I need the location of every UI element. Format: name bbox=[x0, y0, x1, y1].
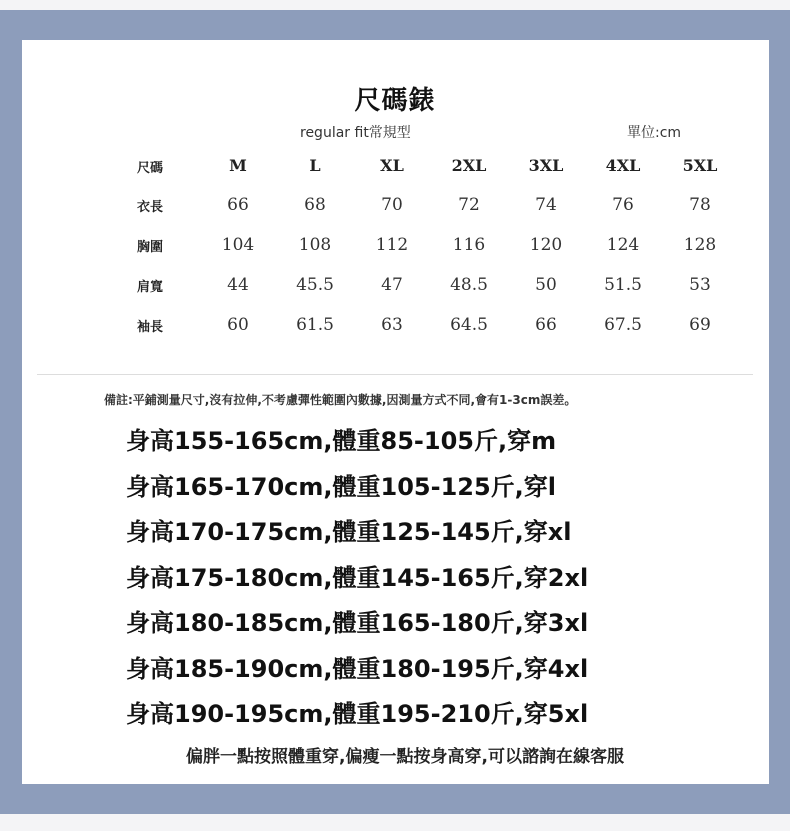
table-cell: 124 bbox=[606, 235, 640, 255]
table-header-label: 尺碼 bbox=[137, 161, 164, 176]
table-cell: 66 bbox=[227, 195, 249, 215]
table-cell: 76 bbox=[612, 195, 634, 215]
recommendation-line: 身高175-180cm,體重145-165斤,穿2xl bbox=[126, 563, 589, 592]
row-label: 胸圍 bbox=[137, 240, 164, 255]
table-cell: 61.5 bbox=[296, 315, 334, 335]
measurement-note: 備註:平鋪測量尺寸,沒有拉伸,不考慮彈性範圍內數據,因測量方式不同,會有1-3cm誤差。 bbox=[104, 393, 577, 407]
recommendation-line: 身高155-165cm,體重85-105斤,穿m bbox=[126, 427, 557, 455]
table-cell: 68 bbox=[304, 195, 326, 215]
table-cell: 112 bbox=[375, 235, 409, 255]
table-cell: 66 bbox=[535, 315, 557, 335]
table-cell: 128 bbox=[683, 235, 717, 255]
size-header-cell: 5XL bbox=[682, 156, 718, 175]
recommendation-line: 身高165-170cm,體重105-125斤,穿l bbox=[126, 472, 557, 501]
table-cell: 78 bbox=[689, 195, 711, 215]
table-cell: 48.5 bbox=[450, 275, 488, 295]
table-cell: 51.5 bbox=[604, 275, 642, 295]
table-cell: 67.5 bbox=[604, 315, 642, 335]
table-cell: 70 bbox=[381, 195, 403, 215]
fit-type: regular fit常規型 bbox=[300, 125, 411, 141]
table-cell: 53 bbox=[689, 275, 711, 295]
size-header-cell: L bbox=[309, 156, 321, 175]
table-cell: 60 bbox=[227, 315, 249, 335]
table-cell: 72 bbox=[458, 195, 480, 215]
table-cell: 120 bbox=[529, 235, 563, 255]
size-header-cell: M bbox=[229, 156, 247, 175]
table-cell: 116 bbox=[452, 235, 486, 255]
table-cell: 47 bbox=[381, 275, 403, 295]
divider bbox=[37, 374, 753, 375]
size-header-cell: XL bbox=[380, 156, 404, 175]
recommendation-line: 身高180-185cm,體重165-180斤,穿3xl bbox=[126, 609, 589, 637]
recommendation-line: 身高185-190cm,體重180-195斤,穿4xl bbox=[126, 654, 589, 683]
recommendation-line: 身高190-195cm,體重195-210斤,穿5xl bbox=[126, 700, 589, 728]
table-cell: 74 bbox=[535, 195, 557, 215]
table-cell: 108 bbox=[298, 235, 332, 255]
table-cell: 44 bbox=[227, 275, 249, 295]
table-cell: 63 bbox=[381, 315, 403, 335]
recommendation-line: 身高170-175cm,體重125-145斤,穿xl bbox=[126, 518, 572, 546]
row-label: 肩寬 bbox=[137, 280, 164, 295]
table-cell: 104 bbox=[221, 235, 255, 255]
size-header-cell: 2XL bbox=[451, 156, 487, 175]
footer-advice: 偏胖一點按照體重穿,偏瘦一點按身高穿,可以諮詢在線客服 bbox=[186, 747, 624, 767]
size-header-cell: 3XL bbox=[528, 156, 564, 175]
table-cell: 50 bbox=[535, 275, 557, 295]
row-label: 衣長 bbox=[137, 200, 164, 215]
table-cell: 45.5 bbox=[296, 275, 334, 295]
table-cell: 64.5 bbox=[450, 315, 488, 335]
page-title: 尺碼錶 bbox=[354, 86, 436, 116]
table-cell: 69 bbox=[689, 315, 711, 335]
row-label: 袖長 bbox=[137, 320, 164, 335]
unit-label: 單位:cm bbox=[627, 125, 682, 141]
size-header-cell: 4XL bbox=[605, 156, 641, 175]
